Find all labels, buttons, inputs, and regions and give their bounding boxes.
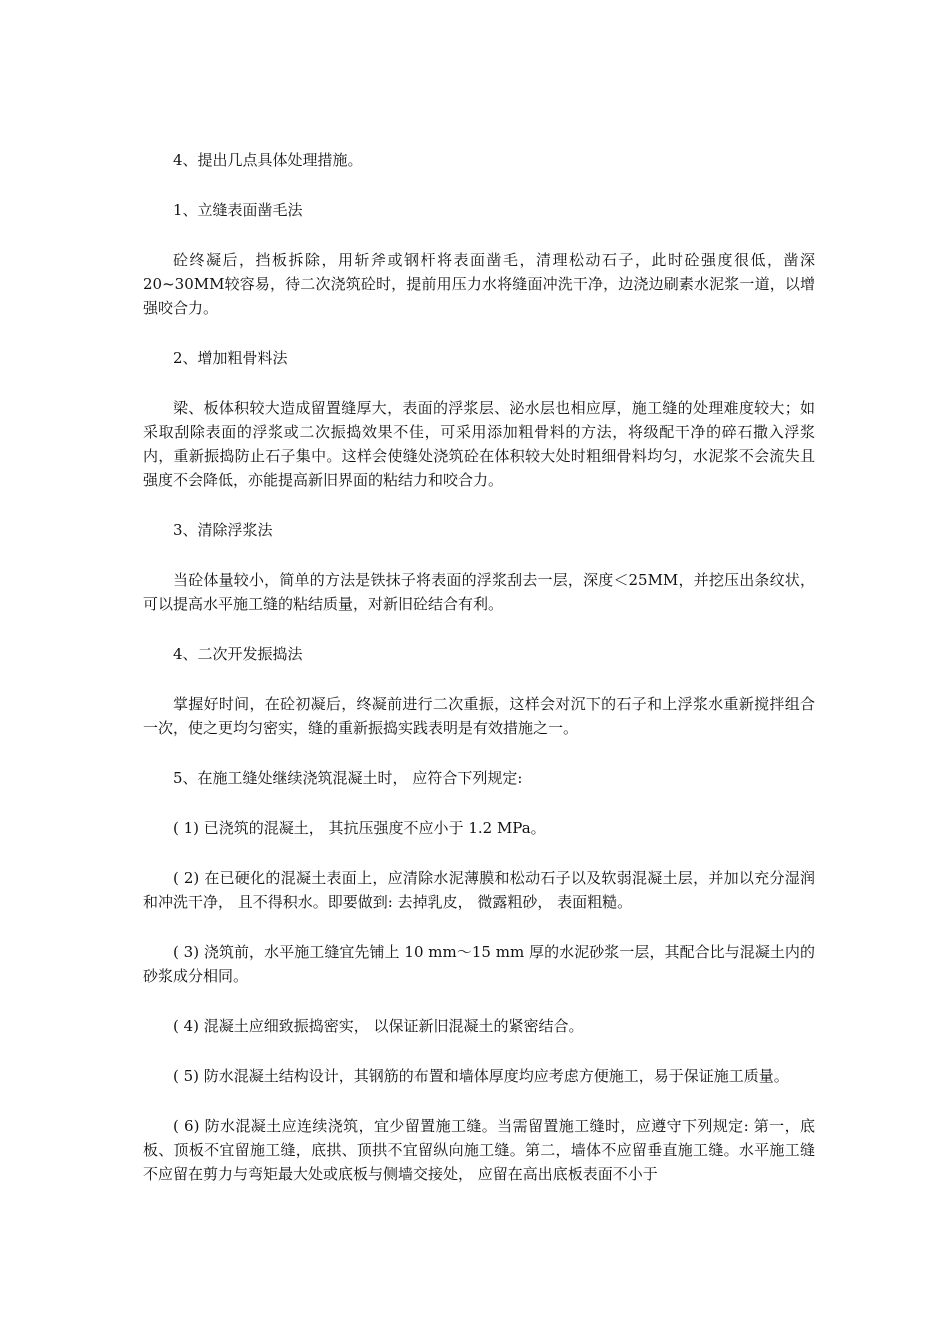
rule-item: ( 5) 防水混凝土结构设计，其钢筋的布置和墙体厚度均应考虑方便施工，易于保证施工质量。: [173, 1067, 789, 1085]
method-heading: 2、增加粗骨料法: [173, 349, 288, 367]
body-paragraph: 梁、板体积较大造成留置缝厚大，表面的浮浆层、泌水层也相应厚，施工缝的处理难度较大；如采取刮除表面的浮浆或二次振捣效果不佳，可采用添加粗骨料的方法，将级配干净的碎石撒入浮浆内，重新振捣防止石子集中。这样会使缝处浇筑砼在体积较大处时粗细骨料均匀，水泥浆不会流失且强度不会降低，亦能提高新旧界面的粘结力和咬合力。: [143, 399, 815, 489]
section-heading: 5、在施工缝处继续浇筑混凝土时， 应符合下列规定:: [173, 769, 523, 787]
method-heading: 4、二次开发振捣法: [173, 645, 303, 663]
method-heading: 3、清除浮浆法: [173, 521, 273, 539]
section-heading: 4、提出几点具体处理措施。: [173, 151, 363, 169]
rule-item: ( 1) 已浇筑的混凝土， 其抗压强度不应小于 1.2 MPa。: [173, 819, 546, 837]
body-paragraph: 掌握好时间，在砼初凝后，终凝前进行二次重振，这样会对沉下的石子和上浮浆水重新搅拌组合一次，使之更均匀密实，缝的重新振捣实践表明是有效措施之一。: [143, 695, 815, 737]
body-paragraph: 砼终凝后，挡板拆除，用斩斧或钢杆将表面凿毛，清理松动石子，此时砼强度很低，凿深20~30MM较容易，待二次浇筑砼时，提前用压力水将缝面冲洗干净，边浇边刷素水泥浆一道，以增强咬合力。: [143, 251, 815, 317]
rule-item: ( 4) 混凝土应细致振捣密实， 以保证新旧混凝土的紧密结合。: [173, 1017, 584, 1035]
body-paragraph: 当砼体量较小，简单的方法是铁抹子将表面的浮浆刮去一层，深度＜25MM，并挖压出条纹状，可以提高水平施工缝的粘结质量，对新旧砼结合有利。: [143, 571, 815, 613]
rule-item: ( 3) 浇筑前，水平施工缝宜先铺上 10 mm～15 mm 厚的水泥砂浆一层，其配合比与混凝土内的砂浆成分相同。: [143, 943, 815, 985]
method-heading: 1、立缝表面凿毛法: [173, 201, 303, 219]
document-body: [143, 148, 815, 1212]
rule-item: ( 2) 在已硬化的混凝土表面上，应清除水泥薄膜和松动石子以及软弱混凝土层，并加以充分湿润和冲洗干净， 且不得积水。即要做到: 去掉乳皮， 微露粗砂， 表面粗糙。: [143, 869, 815, 911]
rule-item: ( 6) 防水混凝土应连续浇筑，宜少留置施工缝。当需留置施工缝时，应遵守下列规定: 第一，底板、顶板不宜留施工缝，底拱、顶拱不宜留纵向施工缝。第二，墙体不应留垂直施工缝。水平施工缝不应留在剪力与弯矩最大处或底板与侧墙交接处， 应留在高出底板表面不小于: [143, 1117, 815, 1183]
